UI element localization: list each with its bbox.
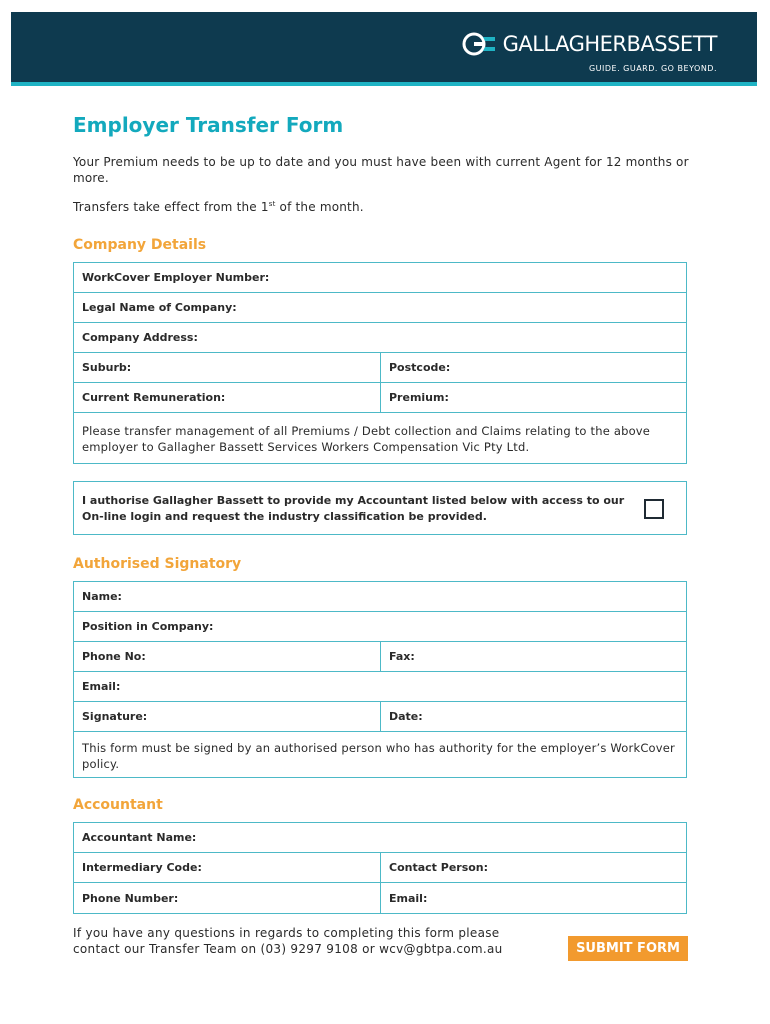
authorised-signatory-heading: Authorised Signatory — [73, 556, 242, 572]
transfer-effect-text — [73, 200, 364, 214]
intermediary-code-label[interactable]: Intermediary Code: — [74, 853, 381, 882]
gallagher-logo-icon — [461, 31, 497, 57]
signature-label[interactable]: Signature: — [74, 702, 381, 731]
accountant-box — [73, 822, 687, 914]
transfer-effect-post: of the month. — [275, 200, 364, 214]
brand-logo — [461, 30, 717, 58]
fax-label[interactable]: Fax: — [389, 650, 415, 663]
form-title: Employer Transfer Form — [73, 113, 344, 137]
contact-info-text: If you have any questions in regards to completing this form please contact our Transfer Team on (03) 9297 9108 or wcv@gbtpa.com.au — [73, 926, 503, 956]
submit-form-button[interactable]: SUBMIT FORM — [568, 936, 688, 961]
authorisation-box — [73, 481, 687, 535]
date-label[interactable]: Date: — [389, 710, 423, 723]
transfer-effect-pre: Transfers take effect from the 1 — [73, 200, 269, 214]
accountant-phone-label[interactable]: Phone Number: — [74, 883, 381, 913]
page-header — [11, 12, 757, 86]
position-row[interactable] — [74, 612, 686, 642]
code-contact-row — [74, 853, 686, 883]
postcode-label[interactable]: Postcode: — [389, 361, 451, 374]
signatory-note: This form must be signed by an authorised person who has authority for the employer’s WorkCover policy. — [82, 741, 675, 771]
brand-tagline: GUIDE. GUARD. GO BEYOND. — [588, 64, 717, 73]
signatory-email-label[interactable]: Email: — [82, 680, 121, 693]
employer-number-label[interactable]: WorkCover Employer Number: — [82, 271, 270, 284]
brand-name: GALLAGHERBASSETT — [502, 32, 717, 56]
signatory-email-row[interactable] — [74, 672, 686, 702]
transfer-request-note: Please transfer management of all Premiums / Debt collection and Claims relating to the above employer to Gallagher Bassett Services Workers Compensation Vic Pty Ltd. — [82, 424, 651, 454]
company-address-row[interactable] — [74, 323, 686, 353]
authorisation-text: I authorise Gallagher Bassett to provide my Accountant listed below with access to our On-line login and request the industry classification be provided. — [82, 494, 625, 523]
remuneration-label[interactable]: Current Remuneration: — [74, 383, 381, 412]
phone-label[interactable]: Phone No: — [74, 642, 381, 671]
accountant-name-label[interactable]: Accountant Name: — [82, 831, 197, 844]
signatory-box — [73, 581, 687, 778]
accountant-email-label[interactable]: Email: — [389, 891, 428, 905]
intro-text: Your Premium needs to be up to date and you must have been with current Agent for 12 months or more. — [73, 155, 689, 185]
company-details-box — [73, 262, 687, 464]
legal-name-row[interactable] — [74, 293, 686, 323]
company-details-heading: Company Details — [73, 237, 207, 253]
suburb-postcode-row — [74, 353, 686, 383]
employer-number-row[interactable] — [74, 263, 686, 293]
company-address-label[interactable]: Company Address: — [82, 331, 198, 344]
signatory-name-label[interactable]: Name: — [82, 590, 122, 603]
suburb-label[interactable]: Suburb: — [74, 353, 381, 382]
position-label[interactable]: Position in Company: — [82, 620, 214, 633]
legal-name-label[interactable]: Legal Name of Company: — [82, 301, 237, 314]
phone-fax-row — [74, 642, 686, 672]
transfer-effect-sup: st — [268, 200, 276, 208]
contact-person-label[interactable]: Contact Person: — [389, 861, 489, 874]
signatory-name-row[interactable] — [74, 582, 686, 612]
remuneration-premium-row — [74, 383, 686, 413]
accountant-phone-email-row — [74, 883, 686, 913]
premium-label[interactable]: Premium: — [389, 391, 449, 404]
accountant-name-row[interactable] — [74, 823, 686, 853]
accountant-heading: Accountant — [73, 797, 163, 813]
authorisation-checkbox[interactable] — [644, 499, 664, 519]
signature-date-row — [74, 702, 686, 732]
